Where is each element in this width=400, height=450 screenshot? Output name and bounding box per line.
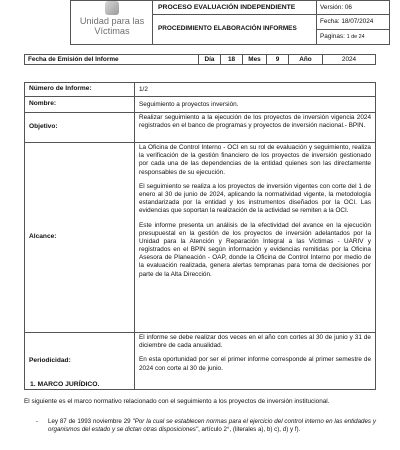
report-name-row [25, 97, 375, 113]
scope-row [25, 143, 375, 333]
report-number-value: 1/2 [139, 86, 148, 93]
report-name-label: Nombre: [25, 97, 135, 112]
document-meta [316, 1, 389, 44]
scope-paragraph-1: La Oficina de Control Interno - OCI en su rol de evaluación y seguimiento, realiza la verificación de la gestión financiero de los proyectos de inversión gestionado por cada una de las dependencias de la entidad quienes son las directamente responsables de su ejecución. [139, 144, 371, 176]
law-articles: , artículo 2°, (literales a), b) c), d) y f). [198, 425, 301, 433]
version-label: Versión: 06 [317, 1, 389, 15]
year-label: Año [289, 55, 323, 64]
year-value: 2024 [341, 56, 357, 63]
day-value: 18 [221, 55, 243, 64]
scope-value [135, 143, 375, 332]
document-header [70, 0, 390, 45]
objective-value: Realizar seguimiento a la ejecución de los proyectos de inversión vigencia 2024 registrados en el banco de programas y proyectos de inversión nacional.- BPIN. [139, 114, 371, 130]
objective-row [25, 113, 375, 143]
periodicity-paragraph-2: En esta oportunidad por ser el primer informe corresponde al primer semestre de 2024 con corte al 30 de junio. [139, 356, 371, 372]
day-label: Día [199, 55, 221, 64]
law-list-item [36, 418, 376, 434]
section-title-legal-framework: 1. MARCO JURÍDICO. [30, 381, 100, 388]
month-value: 9 [267, 55, 289, 64]
month-label: Mes [243, 55, 267, 64]
report-name-value: Seguimiento a proyectos inversión. [139, 101, 239, 108]
scope-label: Alcance: [25, 143, 135, 332]
law-title: "Por la cual se establecen normas para el ejercicio del control interno en las entidades y organismos del estado y se dictan otras disposiciones" [48, 418, 376, 433]
logo-text: Unidad para las Víctimas [79, 16, 145, 37]
pages-value: 1 de 24 [346, 33, 365, 40]
pages-label: Paginas: 1 de 24 [320, 32, 365, 40]
law-reference: Ley 87 de 1993 noviembre 29 [48, 418, 133, 425]
bullet-dash: - [36, 418, 39, 425]
scope-paragraph-2: El seguimiento se realiza a los proyectos de inversión vigentes con corte del 1 de enero al 30 de junio de 2024, aplicando la normatividad vigente, la metodología estandarizada por la entidad y los instrumentos diseñados por la OCI. Las evidencias que soportan la realización de la actividad se remiten a la OCI. [139, 182, 371, 215]
issue-date-label: Fecha de Emisión del Informe [25, 55, 199, 64]
logo-cell [71, 1, 153, 44]
report-number-row [25, 83, 375, 97]
procedure-title: PROCEDIMIENTO ELABORACIÓN INFORMES [158, 25, 297, 32]
periodicity-value [135, 333, 375, 389]
process-title: PROCESO EVALUACIÓN INDEPENDIENTE [153, 1, 316, 15]
date-label: Fecha: 18/07/2024 [317, 15, 389, 29]
report-number-label: Número de Informe: [25, 83, 135, 96]
coat-of-arms-icon [105, 1, 119, 15]
periodicity-label: Periodicidad: [25, 333, 135, 389]
issue-date-table [24, 54, 376, 65]
report-info-table [24, 82, 376, 390]
scope-paragraph-3: Este informe presenta un análisis de la efectividad del avance en la ejecución presupuestal en la gestión de los proyectos de inversión adelantados por la Unidad para la Atención y Reparación Integral a las Víctimas - UARIV y registrados en el BPIN según información y evidencias remitidas por la Oficina Asesora de Planeación - OAP, donde la Oficina de Control Interno por medio de la evaluación realizada, genera alertas tempranas para toma de decisiones por parte de la Alta Dirección. [139, 221, 371, 278]
objective-label: Objetivo: [25, 113, 135, 142]
periodicity-paragraph-1: El informe se debe realizar dos veces en el año con cortes al 30 de junio y 31 de diciembre de cada anualidad. [139, 334, 371, 350]
legal-intro: El siguiente es el marco normativo relacionado con el seguimiento a los proyectos de inversión institucional. [24, 398, 330, 405]
